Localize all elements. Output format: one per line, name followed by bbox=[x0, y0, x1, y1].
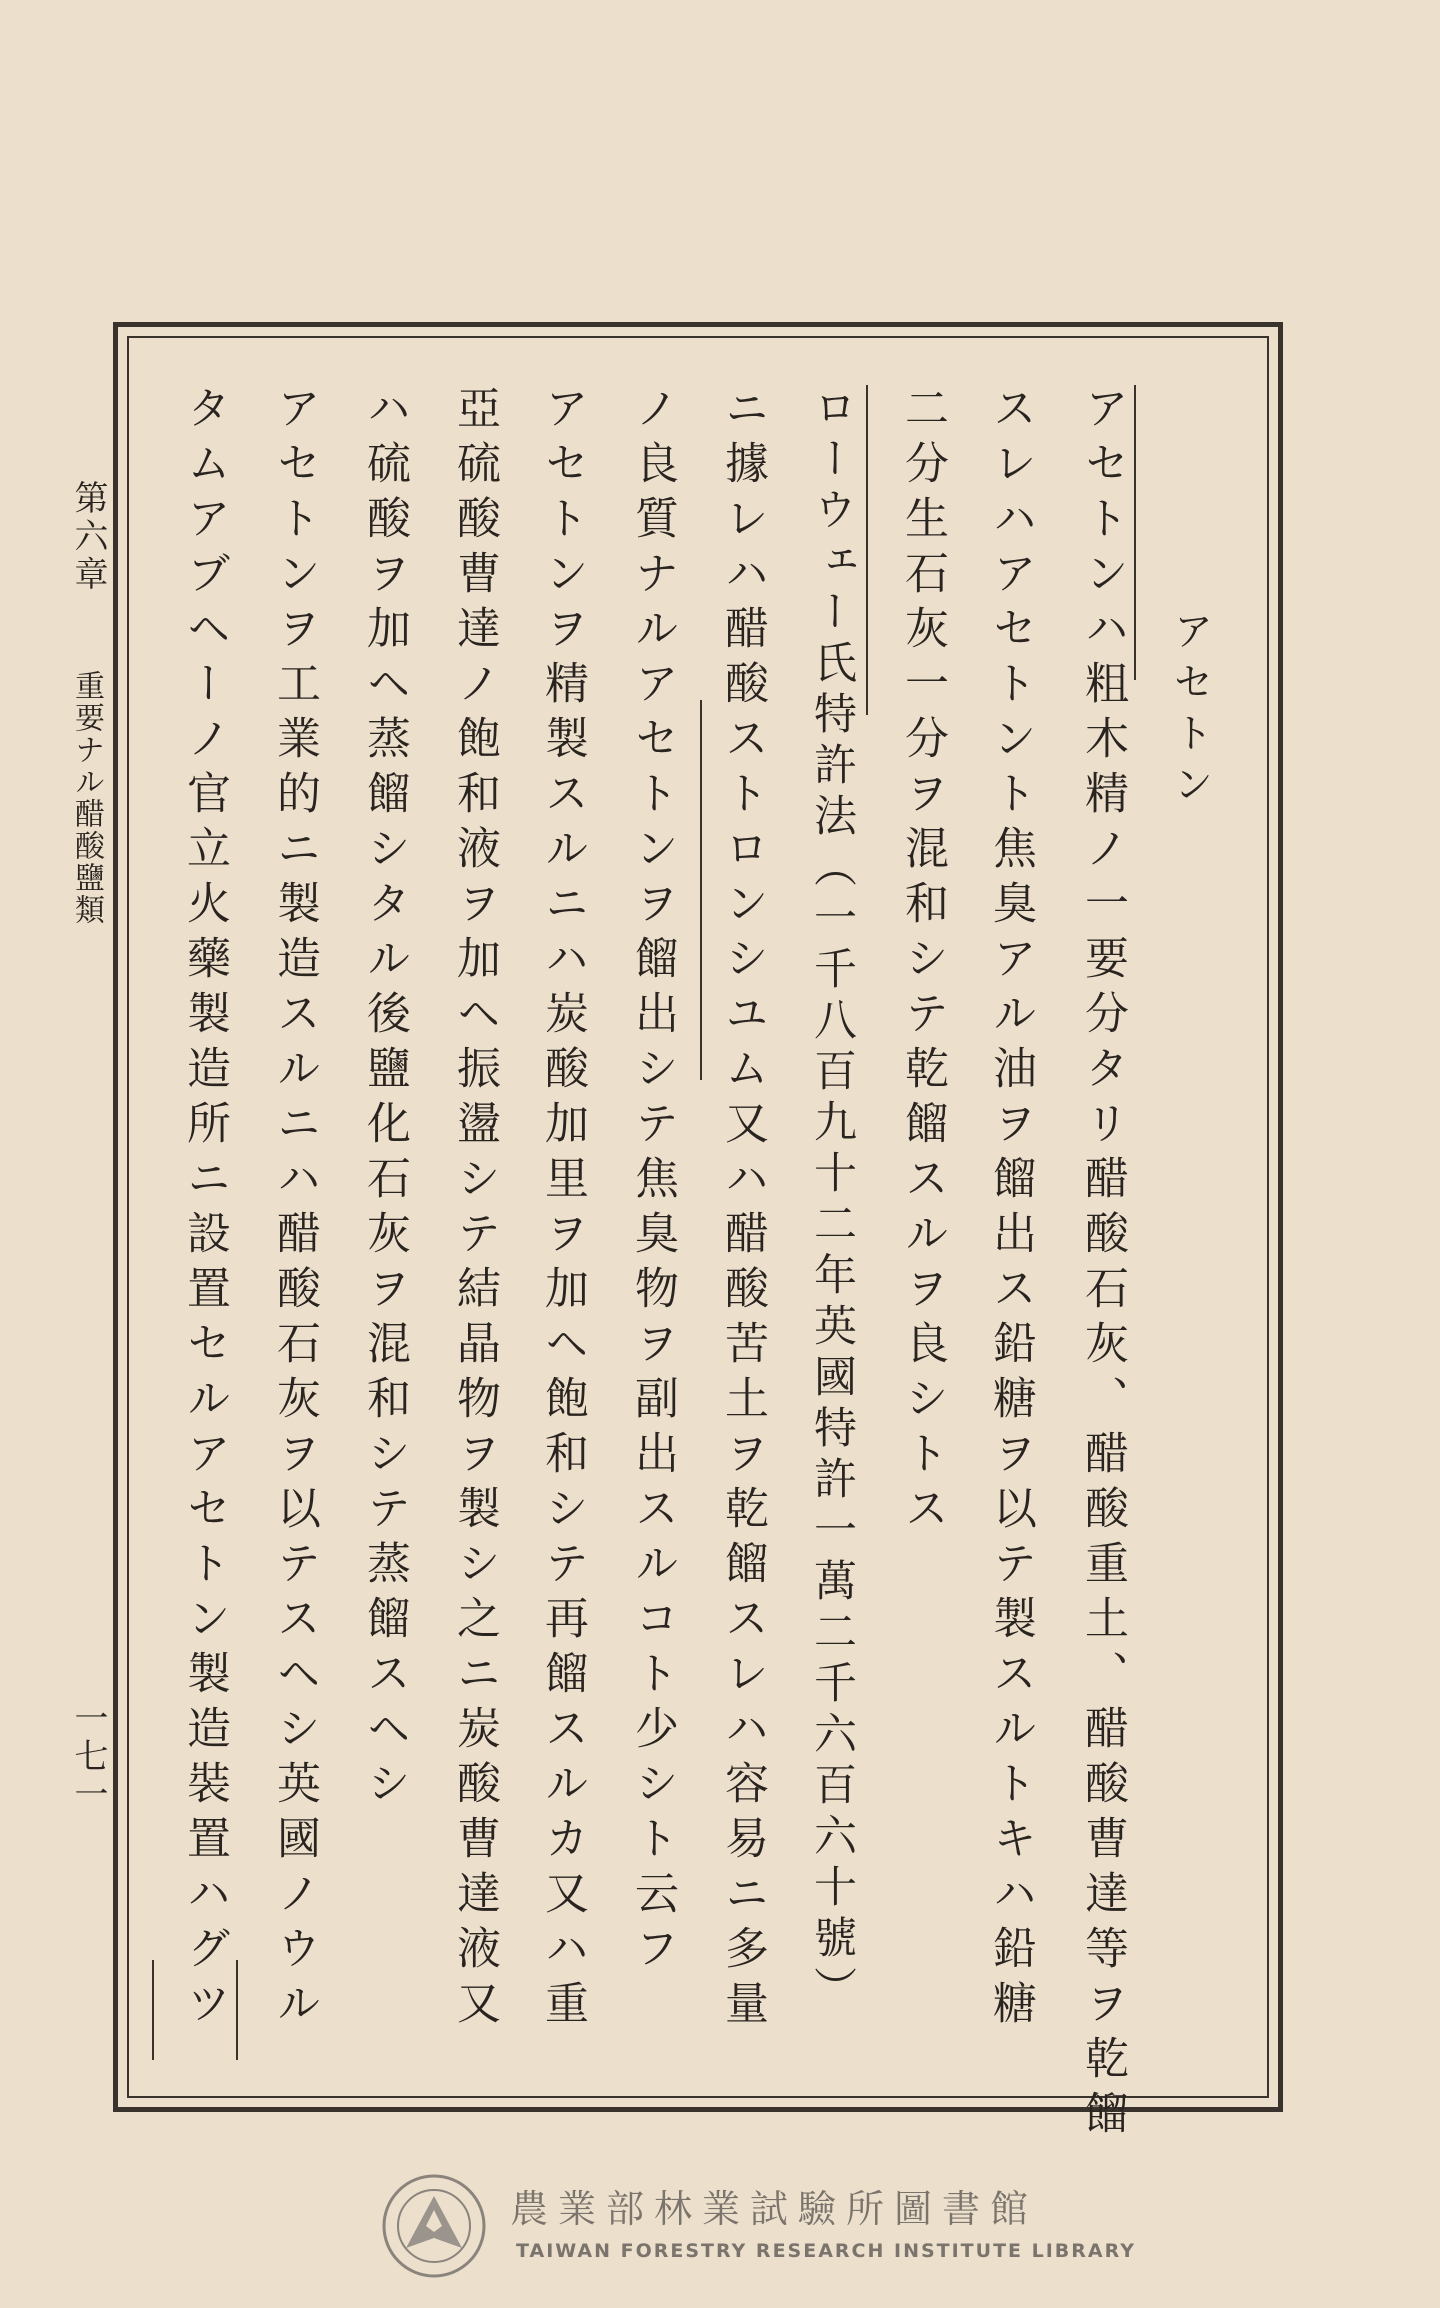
text-column-8: 亞硫酸曹達ノ飽和液ヲ加ヘ振盪シテ結晶物ヲ製シ之ニ炭酸曹達液又 bbox=[449, 385, 500, 2035]
section-heading: アセトン bbox=[1167, 610, 1213, 814]
text-column-11: タムアブヘーノ官立火藥製造所ニ設置セルアセトン製造裝置ハグツ bbox=[179, 385, 230, 2035]
name-mark-waltham-2 bbox=[152, 1960, 154, 2060]
library-name-chinese: 農業部林業試驗所圖書館 bbox=[510, 2187, 1039, 2231]
text-column-10: アセトンヲ工業的ニ製造スルニハ醋酸石灰ヲ以テスヘシ英國ノウル bbox=[269, 385, 320, 2035]
text-column-1: アセトンハ粗木精ノ一要分タリ醋酸石灰、醋酸重土、醋酸曹達等ヲ乾餾 bbox=[1077, 385, 1128, 2145]
text-column-6: ノ良質ナルアセトンヲ餾出シテ焦臭物ヲ副出スルコト少シト云フ bbox=[627, 385, 678, 1980]
page-number: 一七一 bbox=[68, 1700, 108, 1814]
library-seal-icon bbox=[380, 2172, 488, 2280]
text-column-2: スレハアセトント焦臭アル油ヲ餾出ス鉛糖ヲ以テ製スルトキハ鉛糖 bbox=[985, 385, 1036, 2035]
running-title: 重要ナル醋酸鹽類 bbox=[69, 670, 104, 926]
chapter-label: 第六章 bbox=[68, 480, 108, 594]
name-mark-strontium bbox=[700, 700, 702, 1080]
library-watermark bbox=[380, 2168, 1136, 2288]
name-mark-waltham bbox=[236, 1960, 238, 2060]
text-column-4: ローウェー氏特許法（一千八百九十二年英國特許一萬二千六百六十號） bbox=[807, 385, 857, 2017]
name-mark-lowe bbox=[866, 385, 868, 715]
library-name-english: TAIWAN FORESTRY RESEARCH INSTITUTE LIBRARY bbox=[516, 2240, 1136, 2262]
text-column-5: ニ據レハ醋酸ストロンシユム又ハ醋酸苦土ヲ乾餾スレハ容易ニ多量 bbox=[717, 385, 768, 2035]
text-column-7: アセトンヲ精製スルニハ炭酸加里ヲ加ヘ飽和シテ再餾スルカ又ハ重 bbox=[537, 385, 588, 2035]
text-column-3: 二分生石灰一分ヲ混和シテ乾餾スルヲ良シトス bbox=[897, 385, 948, 1540]
name-mark-acetone bbox=[1134, 385, 1136, 680]
text-column-9: ハ硫酸ヲ加ヘ蒸餾シタル後鹽化石灰ヲ混和シテ蒸餾スヘシ bbox=[359, 385, 410, 1815]
